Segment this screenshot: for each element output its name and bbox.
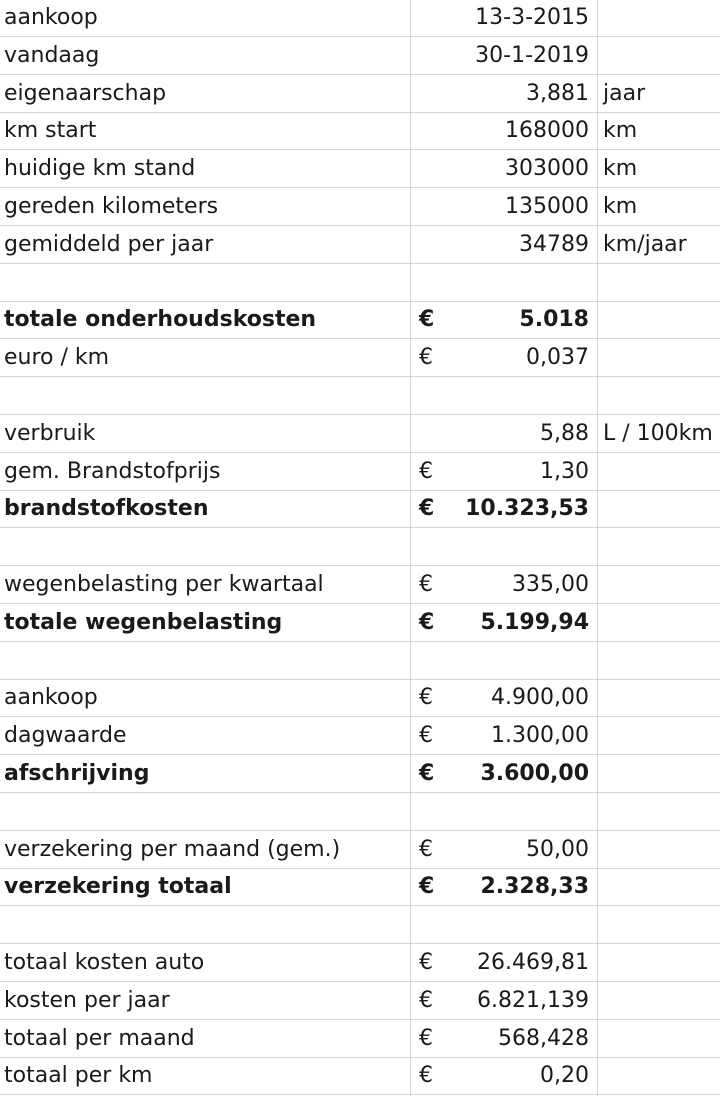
label-cell[interactable] (0, 378, 410, 414)
label-cell[interactable]: dagwaarde (4, 723, 127, 749)
table-row (0, 1021, 720, 1058)
table-row (0, 1058, 720, 1095)
value-cell[interactable]: 6.821,139 (477, 987, 589, 1013)
unit-cell[interactable]: km (603, 156, 638, 182)
label-cell[interactable] (0, 529, 410, 565)
unit-cell[interactable] (598, 907, 720, 943)
unit-cell[interactable] (598, 983, 720, 1019)
label-cell[interactable]: aankoop (4, 5, 98, 30)
label-cell[interactable]: gereden kilometers (4, 194, 219, 219)
table-row (0, 454, 720, 491)
label-cell[interactable]: aankoop (4, 685, 98, 711)
table-row (0, 416, 720, 453)
table-row (0, 605, 720, 642)
unit-cell[interactable] (598, 643, 720, 679)
empty-row (0, 794, 720, 831)
label-cell[interactable]: gem. Brandstofprijs (4, 458, 221, 484)
table-row (0, 340, 720, 377)
value-cell[interactable]: 335,00 (512, 572, 589, 597)
label-cell[interactable]: wegenbelasting per kwartaal (4, 572, 324, 597)
value-cell[interactable] (443, 794, 597, 830)
label-cell[interactable]: gemiddeld per jaar (4, 231, 214, 257)
label-cell[interactable]: verbruik (4, 420, 96, 446)
label-cell[interactable]: totale wegenbelasting (4, 609, 283, 635)
table-row (0, 227, 720, 264)
unit-cell[interactable] (598, 265, 720, 301)
unit-cell[interactable] (598, 567, 720, 603)
table-row (0, 113, 720, 150)
label-cell[interactable]: huidige km stand (4, 156, 196, 182)
table-row (0, 869, 720, 906)
currency-cell[interactable] (411, 151, 443, 187)
unit-cell[interactable]: L / 100km (603, 420, 713, 446)
value-cell[interactable]: 4.900,00 (491, 685, 589, 711)
label-cell[interactable]: kosten per jaar (4, 987, 170, 1013)
empty-row (0, 265, 720, 302)
currency-cell[interactable]: € (419, 723, 433, 749)
table-row (0, 756, 720, 793)
value-cell[interactable]: 0,037 (526, 345, 589, 371)
label-cell[interactable]: totaal per maand (4, 1025, 195, 1051)
table-row (0, 38, 720, 75)
table-row (0, 567, 720, 604)
currency-cell[interactable] (411, 0, 443, 36)
table-row (0, 983, 720, 1020)
value-cell[interactable]: 568,428 (498, 1025, 589, 1051)
value-cell[interactable]: 2.328,33 (480, 874, 589, 900)
table-row (0, 302, 720, 339)
value-cell[interactable]: 10.323,53 (465, 496, 589, 522)
currency-cell[interactable]: € (419, 345, 433, 371)
value-cell[interactable]: 13-3-2015 (475, 5, 589, 30)
label-cell[interactable]: totaal kosten auto (4, 950, 205, 975)
empty-row (0, 529, 720, 566)
label-cell[interactable] (0, 907, 410, 943)
label-cell[interactable]: totaal per km (4, 1063, 153, 1089)
currency-cell[interactable]: € (419, 1063, 433, 1089)
value-cell[interactable] (443, 378, 597, 414)
value-cell[interactable]: 3,881 (526, 80, 589, 106)
value-cell[interactable]: 168000 (505, 118, 589, 144)
value-cell[interactable]: 5.199,94 (480, 609, 589, 635)
unit-cell[interactable] (598, 832, 720, 868)
empty-row (0, 378, 720, 415)
currency-cell[interactable] (411, 265, 443, 301)
currency-cell[interactable]: € (419, 685, 433, 711)
label-cell[interactable] (0, 794, 410, 830)
unit-cell[interactable] (598, 302, 720, 338)
currency-cell[interactable]: € (419, 1025, 433, 1051)
column-gridline (597, 0, 598, 1096)
unit-cell[interactable]: km/jaar (603, 231, 687, 257)
unit-cell[interactable]: km (603, 194, 638, 219)
unit-cell[interactable] (598, 0, 720, 36)
unit-cell[interactable] (598, 340, 720, 376)
value-cell[interactable]: 26.469,81 (477, 950, 589, 975)
currency-cell[interactable]: € (419, 836, 433, 862)
label-cell[interactable] (0, 643, 410, 679)
value-cell[interactable]: 50,00 (526, 836, 589, 862)
table-row (0, 76, 720, 113)
value-cell[interactable]: 135000 (505, 194, 589, 219)
value-cell[interactable]: 1,30 (540, 458, 589, 484)
unit-cell[interactable] (598, 794, 720, 830)
unit-cell[interactable] (598, 454, 720, 490)
value-cell[interactable]: 303000 (505, 156, 589, 182)
label-cell[interactable]: afschrijving (4, 761, 150, 786)
currency-cell[interactable] (411, 38, 443, 74)
value-cell[interactable]: 5,88 (540, 420, 589, 446)
empty-row (0, 643, 720, 680)
currency-cell[interactable] (411, 794, 443, 830)
currency-cell[interactable] (411, 378, 443, 414)
unit-cell[interactable] (598, 1058, 720, 1094)
currency-cell[interactable]: € (419, 458, 433, 484)
table-row (0, 718, 720, 755)
currency-cell[interactable] (411, 416, 443, 452)
currency-cell[interactable]: € (419, 572, 433, 597)
unit-cell[interactable] (598, 945, 720, 981)
empty-row (0, 907, 720, 944)
table-row (0, 0, 720, 37)
unit-cell[interactable] (598, 869, 720, 905)
currency-cell[interactable] (411, 227, 443, 263)
table-row (0, 189, 720, 226)
value-cell[interactable]: 3.600,00 (480, 761, 589, 786)
label-cell[interactable] (0, 265, 410, 301)
currency-cell[interactable] (411, 189, 443, 225)
label-cell[interactable]: totale onderhoudskosten (4, 307, 317, 333)
unit-cell[interactable] (598, 1021, 720, 1057)
value-cell[interactable] (443, 265, 597, 301)
table-row (0, 151, 720, 188)
value-cell[interactable] (443, 643, 597, 679)
value-cell[interactable] (443, 529, 597, 565)
label-cell[interactable]: km start (4, 118, 97, 144)
label-cell[interactable]: eigenaarschap (4, 80, 167, 106)
currency-cell[interactable] (411, 529, 443, 565)
unit-cell[interactable] (598, 38, 720, 74)
unit-cell[interactable] (598, 718, 720, 754)
unit-cell[interactable] (598, 491, 720, 527)
unit-cell[interactable]: jaar (603, 80, 646, 106)
currency-cell[interactable]: € (419, 874, 435, 900)
table-row (0, 491, 720, 528)
table-row (0, 680, 720, 717)
currency-cell[interactable]: € (419, 761, 435, 786)
value-cell[interactable]: 1.300,00 (491, 723, 589, 749)
currency-cell[interactable] (411, 113, 443, 149)
unit-cell[interactable] (598, 756, 720, 792)
unit-cell[interactable] (598, 378, 720, 414)
value-cell[interactable]: 34789 (519, 231, 589, 257)
label-cell[interactable]: verzekering per maand (gem.) (4, 836, 341, 862)
label-cell[interactable]: verzekering totaal (4, 874, 232, 900)
value-cell[interactable]: 0,20 (540, 1063, 589, 1089)
value-cell[interactable] (443, 907, 597, 943)
currency-cell[interactable]: € (419, 950, 433, 975)
unit-cell[interactable] (598, 680, 720, 716)
unit-cell[interactable]: km (603, 118, 638, 144)
table-row (0, 945, 720, 982)
value-cell[interactable]: 5.018 (519, 307, 589, 333)
label-cell[interactable]: vandaag (4, 42, 100, 68)
currency-cell[interactable] (411, 643, 443, 679)
table-row (0, 832, 720, 869)
currency-cell[interactable]: € (419, 496, 435, 522)
currency-cell[interactable]: € (419, 609, 435, 635)
currency-cell[interactable] (411, 76, 443, 112)
value-cell[interactable]: 30-1-2019 (475, 42, 589, 68)
unit-cell[interactable] (598, 605, 720, 641)
label-cell[interactable]: brandstofkosten (4, 496, 209, 522)
currency-cell[interactable] (411, 907, 443, 943)
currency-cell[interactable]: € (419, 307, 435, 333)
column-gridline (410, 0, 411, 1096)
unit-cell[interactable] (598, 529, 720, 565)
currency-cell[interactable]: € (419, 987, 433, 1013)
label-cell[interactable]: euro / km (4, 345, 110, 371)
